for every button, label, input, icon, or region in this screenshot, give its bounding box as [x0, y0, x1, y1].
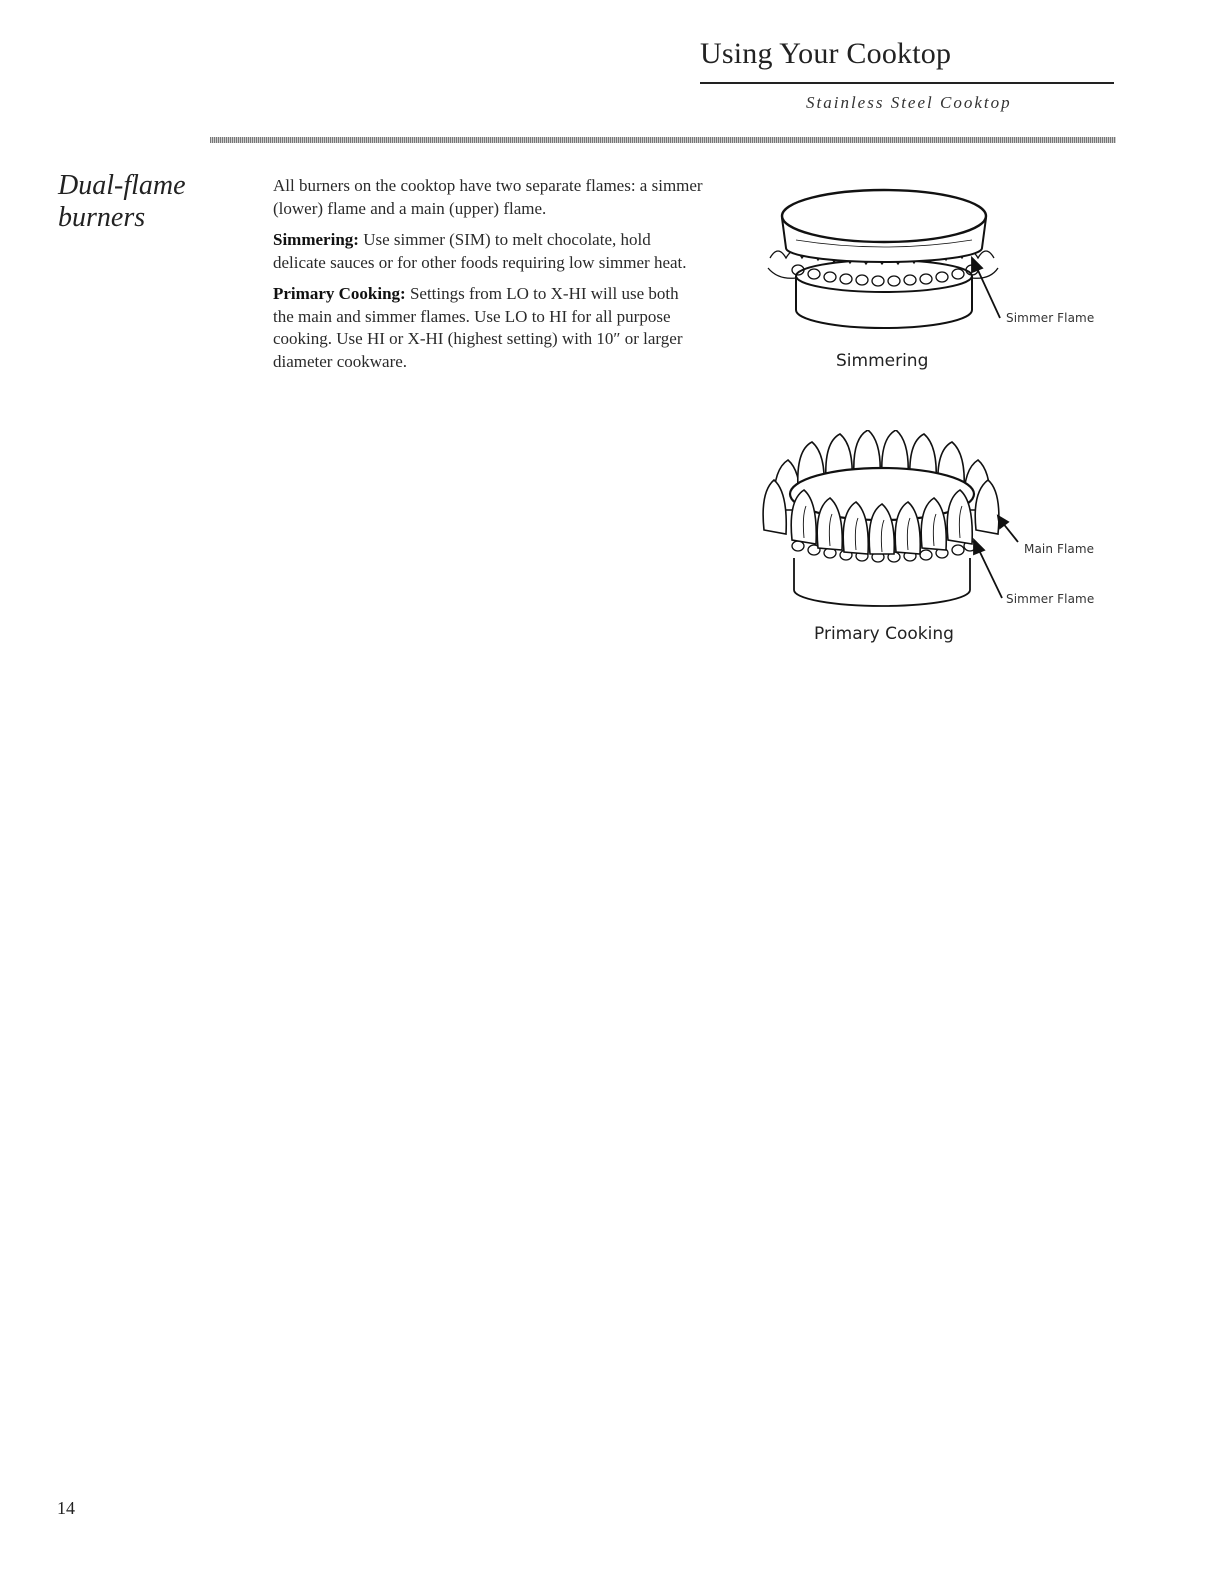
header-rule [700, 82, 1114, 84]
primary-cooking-label: Primary Cooking: [273, 284, 406, 303]
simmering-figure [756, 178, 1116, 378]
primary-cooking-paragraph [273, 283, 703, 373]
section-title [58, 170, 208, 234]
simmering-burner-illustration [756, 178, 1116, 378]
simmering-paragraph [273, 229, 703, 274]
page-number: 14 [57, 1498, 75, 1518]
section-title-line1: Dual-flame [58, 170, 186, 201]
header-subtitle: Stainless Steel Cooktop [806, 93, 1012, 112]
main-flame-label: Main Flame [1024, 542, 1095, 556]
primary-cooking-figure [756, 430, 1116, 650]
section-title-line2: burners [58, 202, 146, 233]
body-text [273, 175, 703, 382]
simmering-label: Simmering: [273, 230, 359, 249]
primary-cooking-text: Settings from LO to X-HI will use both the main and simmer flames. Use LO to HI for all purpose cooking. Use HI or X-HI (highest setting) with 10″ or larger diameter cookware. [273, 284, 683, 371]
simmering-text: Use simmer (SIM) to melt chocolate, hold delicate sauces or for other foods requiring low simmer heat. [273, 230, 687, 272]
primary-simmer-flame-label: Simmer Flame [1006, 592, 1095, 606]
header-title: Using Your Cooktop [700, 37, 952, 70]
primary-cooking-burner-illustration [756, 430, 1116, 650]
intro-paragraph: All burners on the cooktop have two separate flames: a simmer (lower) flame and a main (upper) flame. [273, 176, 703, 218]
primary-cooking-caption: Primary Cooking [814, 624, 954, 644]
simmer-flame-label: Simmer Flame [1006, 311, 1095, 325]
section-divider [210, 137, 1116, 143]
simmering-caption: Simmering [836, 351, 929, 371]
